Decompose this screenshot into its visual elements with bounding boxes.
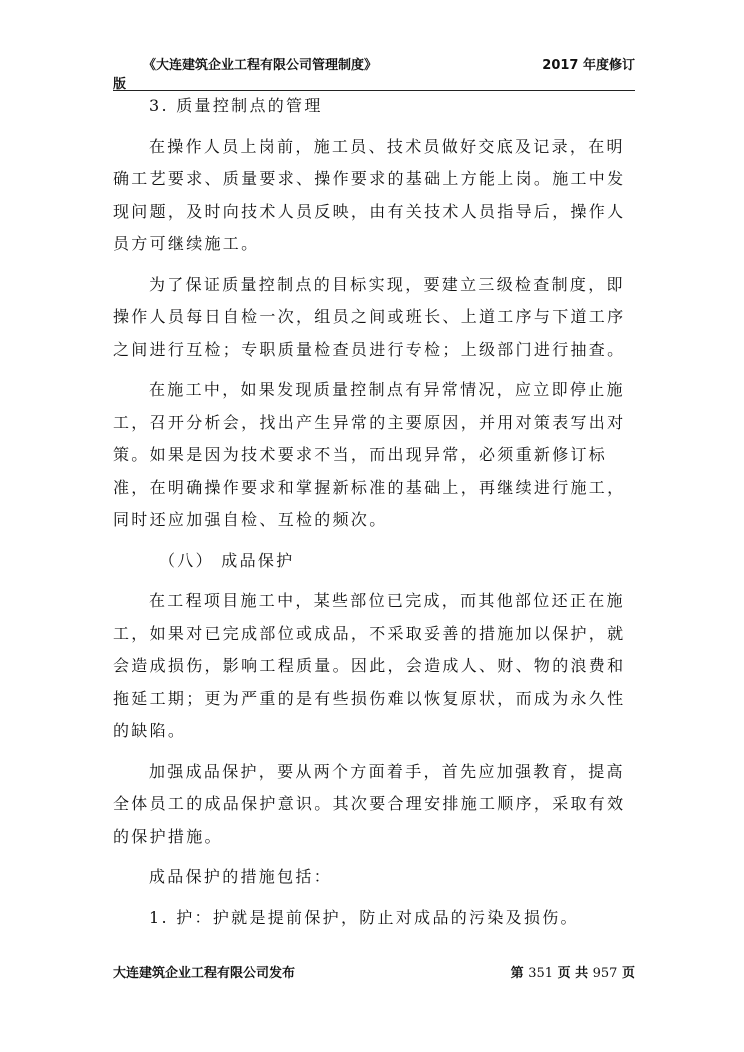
page-prefix: 第 xyxy=(510,966,524,981)
section-heading-quality-control-points: 3. 质量控制点的管理 xyxy=(149,96,323,115)
revision-label-continued: 版 xyxy=(113,77,127,92)
revision-label: 2017 年度修订 xyxy=(542,58,635,73)
document-title: 《大连建筑企业工程有限公司管理制度》 xyxy=(143,58,378,73)
page-mid: 页 共 xyxy=(557,966,589,981)
paragraph-three-level-inspection: 为了保证质量控制点的目标实现，要建立三级检查制度，即操作人员每日自检一次，组员之间或班长、上道工序与下道工序之间进行互检；专职质量检查员进行专检；上级部门进行抽查。 xyxy=(113,274,626,359)
paragraph-measure-protect: 1. 护：护就是提前保护，防止对成品的污染及损伤。 xyxy=(149,907,579,927)
total-pages: 957 xyxy=(592,966,618,981)
page-number xyxy=(511,962,635,981)
current-page: 351 xyxy=(528,966,554,981)
document-body xyxy=(113,90,635,934)
paragraph-measures-intro: 成品保护的措施包括： xyxy=(149,867,333,886)
page-footer xyxy=(113,962,635,982)
paragraph-abnormal-handling: 在施工中，如果发现质量控制点有异常情况，应立即停止施工，召开分析会，找出产生异常的主要原因，并用对策表写出对策。如果是因为技术要求不当，而出现异常，必须重新修订标准，在明确操作要求和掌握新标准的基础上，再继续进行施工，同时还应加强自检、互检的频次。 xyxy=(113,380,626,529)
page-header xyxy=(113,52,635,91)
publisher-label: 大连建筑企业工程有限公司发布 xyxy=(113,966,296,981)
paragraph-protection-approach: 加强成品保护，要从两个方面着手，首先应加强教育，提高全体员工的成品保护意识。其次要合理安排施工顺序，采取有效的保护措施。 xyxy=(113,761,626,846)
paragraph-pre-job-briefing: 在操作人员上岗前，施工员、技术员做好交底及记录，在明确工艺要求、质量要求、操作要求的基础上方能上岗。施工中发现问题，及时向技术人员反映，由有关技术人员指导后，操作人员方可继续施工。 xyxy=(113,136,626,253)
section-heading-product-protection: （八） 成品保护 xyxy=(159,550,295,570)
page-suffix: 页 xyxy=(621,966,635,981)
paragraph-protection-importance: 在工程项目施工中，某些部位已完成，而其他部位还正在施工，如果对已完成部位或成品，不采取妥善的措施加以保护，就会造成损伤，影响工程质量。因此，会造成人、财、物的浪费和拖延工期；更为严重的是有些损伤难以恢复原状，而成为永久性的缺陷。 xyxy=(113,591,626,740)
